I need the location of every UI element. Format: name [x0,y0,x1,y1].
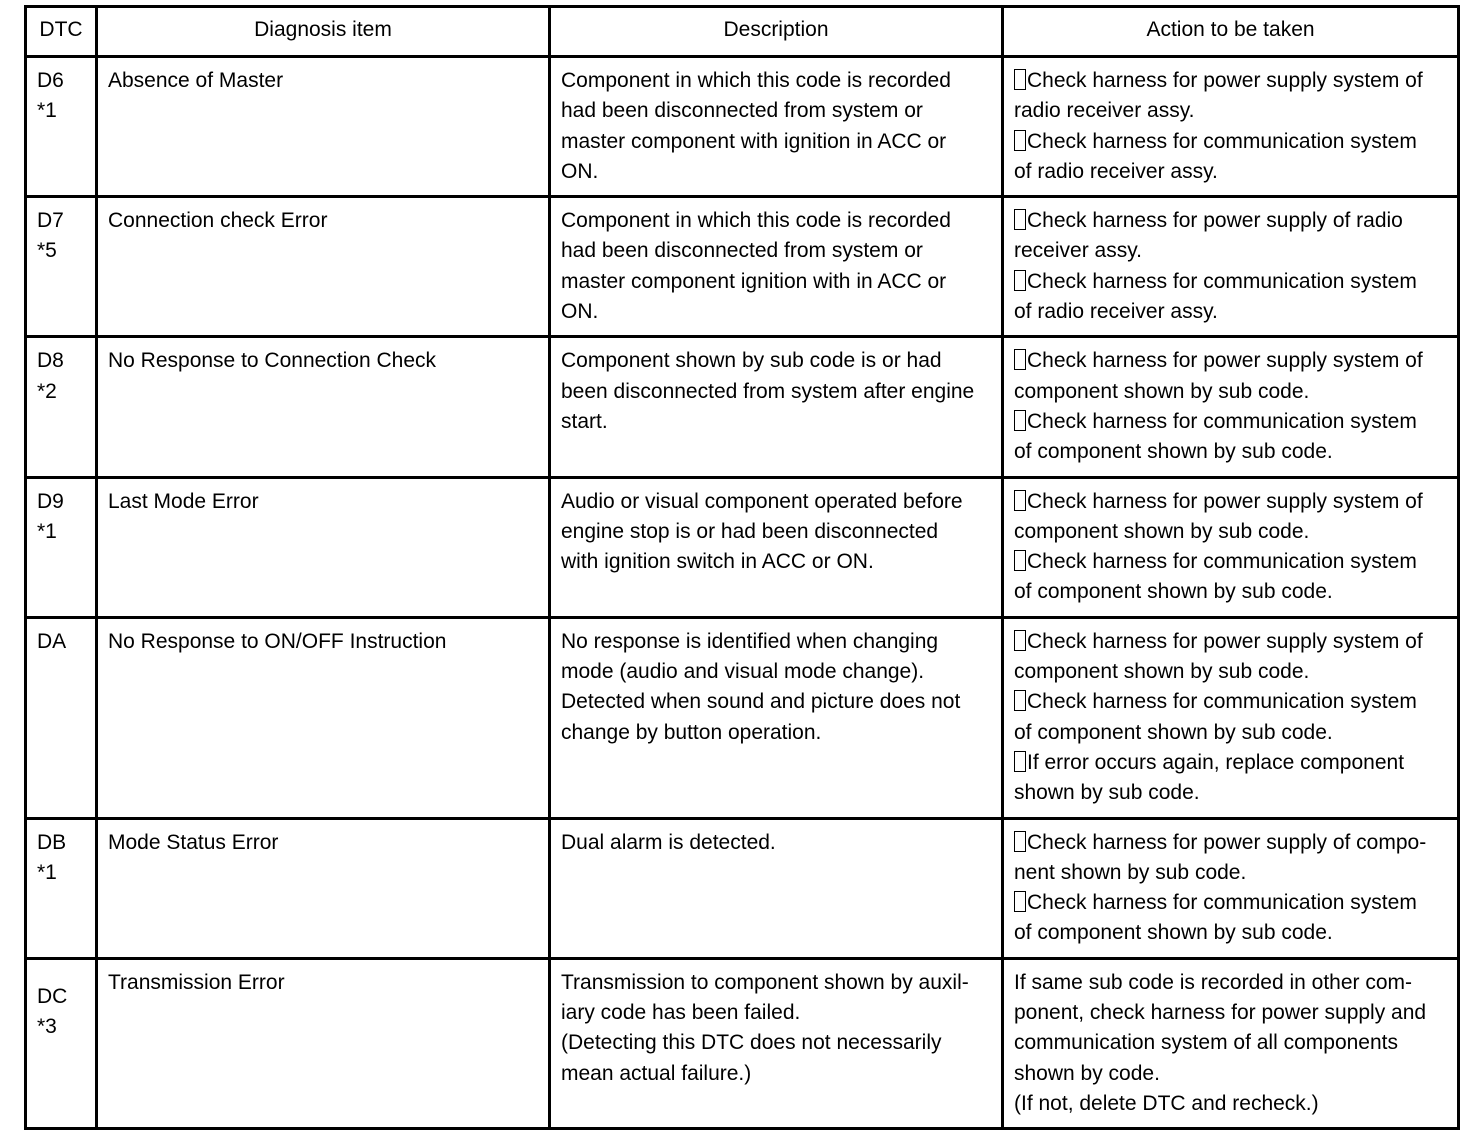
checkbox-icon [1014,751,1026,772]
dtc-code: DB [37,830,67,854]
action-line [1026,127,1447,157]
description-cell [550,617,1003,818]
action-line: If same sub code is recorded in other com- [1014,970,1413,994]
action-text: Check harness for power supply system of [1027,69,1423,92]
description-line: mean actual failure.) [561,1061,752,1085]
action-line [1026,346,1447,376]
dtc-note: *1 [37,519,57,543]
dtc-note: *2 [37,379,57,403]
action-bullet [1014,748,1447,809]
action-cell [1003,617,1459,818]
action-line: component shown by sub code. [1014,660,1310,684]
dtc-code: D9 [37,489,64,513]
diagnosis-item-cell [97,477,550,617]
checkbox-icon [1014,550,1026,571]
diagnosis-item-cell [97,958,550,1128]
table-row [26,617,1459,818]
dtc-code-cell [26,197,97,337]
diagnosis-item-cell [97,818,550,958]
action-line: nent shown by sub code. [1014,860,1247,884]
header-dtc: DTC [26,7,97,57]
action-cell [1003,477,1459,617]
table-row [26,57,1459,197]
action-text: Check harness for communication system [1027,129,1417,153]
dtc-note: *5 [37,239,57,263]
description-cell [550,197,1003,337]
action-bullet [1014,627,1447,688]
description-cell [550,337,1003,477]
description-line: No response is identified when changing [561,629,939,653]
dtc-note: *1 [37,860,57,884]
dtc-code-cell [26,337,97,477]
checkbox-icon [1014,690,1026,711]
action-line [1026,407,1447,437]
action-line: component shown by sub code. [1014,379,1310,403]
action-text: Check harness for communication system [1027,550,1417,574]
dtc-code-cell [26,477,97,617]
action-bullet [1014,127,1447,188]
description-line: mode (audio and visual mode change). [561,660,925,684]
description-cell [550,958,1003,1128]
action-line [1026,748,1447,778]
checkbox-icon [1014,831,1026,852]
action-line [1026,267,1447,297]
checkbox-icon [1014,270,1026,291]
dtc-code: DC [37,984,68,1008]
action-line: receiver assy. [1014,239,1142,263]
description-cell [550,57,1003,197]
action-line [1026,547,1447,577]
action-line: shown by sub code. [1014,781,1200,805]
description-line: (Detecting this DTC does not necessarily [561,1031,942,1055]
description-line: Component shown by sub code is or had [561,349,942,373]
table-row [26,818,1459,958]
description-line: Dual alarm is detected. [561,830,776,854]
checkbox-icon [1014,630,1026,651]
description-cell [550,818,1003,958]
action-line: of component shown by sub code. [1014,921,1333,945]
description-line: Transmission to component shown by auxil- [561,970,969,994]
action-text: Check harness for power supply system of [1027,489,1423,513]
action-line [1026,888,1447,918]
header-action: Action to be taken [1003,7,1459,57]
action-bullet [1014,66,1447,127]
action-line [1026,66,1447,96]
action-line: radio receiver assy. [1014,99,1195,123]
checkbox-icon [1014,209,1026,230]
action-text: Check harness for power supply of compo- [1027,830,1427,854]
action-bullet [1014,547,1447,608]
diagnosis-item-cell [97,197,550,337]
action-text: Check harness for communication system [1027,269,1417,293]
action-text: Check harness for power supply system of [1027,349,1423,373]
dtc-code-cell [26,958,97,1128]
action-line [1026,687,1447,717]
action-text: Check harness for communication system [1027,409,1417,433]
dtc-code: D8 [37,349,64,373]
description-line: had been disconnected from system or [561,239,923,263]
diagnosis-item: No Response to ON/OFF Instruction [108,629,447,653]
action-line [1026,206,1447,236]
action-text: Check harness for communication system [1027,891,1417,915]
action-line: of radio receiver assy. [1014,300,1218,324]
diagnosis-item: Transmission Error [108,970,285,994]
table-row [26,197,1459,337]
action-bullet [1014,487,1447,548]
description-line: start. [561,409,608,433]
diagnosis-item: Connection check Error [108,209,328,233]
action-bullet [1014,888,1447,949]
dtc-code: DA [37,629,67,653]
diagnosis-item: No Response to Connection Check [108,349,437,373]
diagnosis-item-cell [97,337,550,477]
action-bullet [1014,267,1447,328]
action-cell [1003,958,1459,1128]
description-line: been disconnected from system after engine [561,379,975,403]
action-cell [1003,57,1459,197]
checkbox-icon [1014,349,1026,370]
action-text: Check harness for communication system [1027,690,1417,714]
action-line [1026,828,1447,858]
action-bullet [1014,407,1447,468]
description-line: master component ignition with in ACC or [561,269,947,293]
description-cell [550,477,1003,617]
action-line: of component shown by sub code. [1014,720,1333,744]
description-line: Component in which this code is recorded [561,209,951,233]
header-diagnosis-item: Diagnosis item [97,7,550,57]
table-row [26,477,1459,617]
description-line: Component in which this code is recorded [561,69,951,92]
description-line: master component with ignition in ACC or [561,129,947,153]
dtc-code: D6 [37,69,64,92]
action-bullet [1014,206,1447,267]
description-line: with ignition switch in ACC or ON. [561,550,874,574]
description-line: engine stop is or had been disconnected [561,519,939,543]
diagnosis-item: Absence of Master [108,69,284,92]
checkbox-icon [1014,410,1026,431]
dtc-note: *1 [37,99,57,123]
description-line: ON. [561,300,599,324]
action-bullet [1014,687,1447,748]
action-line: of radio receiver assy. [1014,159,1218,183]
action-text: Check harness for power supply system of [1027,629,1423,653]
dtc-code-cell [26,57,97,197]
checkbox-icon [1014,891,1026,912]
description-line: iary code has been failed. [561,1001,801,1025]
header-description: Description [550,7,1003,57]
checkbox-icon [1014,490,1026,511]
action-line: communication system of all components [1014,1031,1398,1055]
table-header-row [26,7,1459,57]
action-line: (If not, delete DTC and recheck.) [1014,1091,1319,1115]
dtc-code-cell [26,818,97,958]
description-line: Audio or visual component operated before [561,489,963,513]
dtc-code-cell [26,617,97,818]
diagnosis-item: Last Mode Error [108,489,259,513]
action-cell [1003,337,1459,477]
description-line: ON. [561,159,599,183]
action-line [1026,627,1447,657]
dtc-table [24,5,1460,1130]
description-line: change by button operation. [561,720,822,744]
table-row [26,958,1459,1128]
action-bullet [1014,346,1447,407]
action-line: of component shown by sub code. [1014,580,1333,604]
action-cell [1003,197,1459,337]
action-line: component shown by sub code. [1014,519,1310,543]
action-text: Check harness for power supply of radio [1027,209,1403,233]
dtc-code: D7 [37,209,64,233]
action-bullet [1014,828,1447,889]
checkbox-icon [1014,130,1026,151]
action-line: shown by code. [1014,1061,1160,1085]
action-line [1026,487,1447,517]
action-cell [1003,818,1459,958]
diagnosis-item-cell [97,617,550,818]
description-line: Detected when sound and picture does not [561,690,961,714]
diagnosis-item: Mode Status Error [108,830,279,854]
action-line: ponent, check harness for power supply and [1014,1001,1427,1025]
diagnosis-item-cell [97,57,550,197]
action-line: of component shown by sub code. [1014,440,1333,464]
table-row [26,337,1459,477]
dtc-note: *3 [37,1015,57,1039]
checkbox-icon [1014,69,1026,90]
description-line: had been disconnected from system or [561,99,923,123]
action-text: If error occurs again, replace component [1027,750,1405,774]
